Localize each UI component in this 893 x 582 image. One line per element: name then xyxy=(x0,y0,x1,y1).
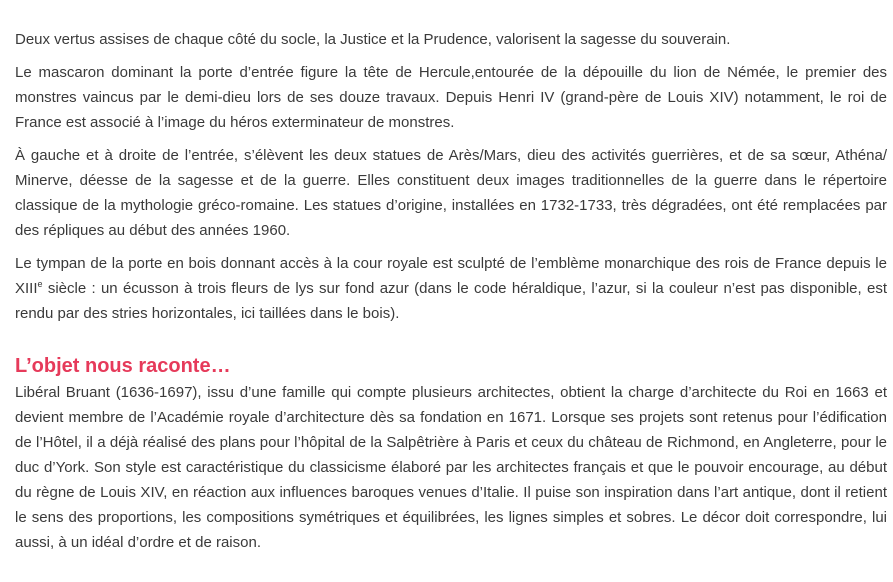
paragraph-mascaron: Le mascaron dominant la porte d’entrée figure la tête de Hercule,entourée de la dépouille du lion de Némée, le premier des monstres vaincus par le demi-dieu lors de ses douze travaux. Depuis Henri IV (grand-père de Louis XIV) notamment, le roi de France est associé à l’image du héros exterminateur de monstres. xyxy=(15,64,887,131)
article-content xyxy=(15,27,887,563)
section-heading: L’objet nous raconte… xyxy=(15,355,231,377)
tympan-superscript: e xyxy=(37,279,43,289)
paragraph-bruant: Libéral Bruant (1636-1697), issu d’une famille qui compte plusieurs architectes, obtient la charge d’architecte du Roi en 1663 et devient membre de l’Académie royale d’architecture dès sa fondation en 1671. Lorsque ses projets sont retenus pour l’édification de l’Hôtel, il a déjà réalisé des plans pour l’hôpital de la Salpêtrière à Paris et ceux du château de Richmond, en Angleterre, pour le duc d’York. Son style est caractéristique du classicisme élaboré par les architectes français et que le pouvoir encourage, au début du règne de Louis XIV, en réaction aux influences baroques venues d’Italie. Il puise son inspiration dans l’art antique, dont il retient le sens des proportions, les compositions symétriques et équilibrées, les lignes simples et sobres. Le décor doit correspondre, lui aussi, à un idéal d’ordre et de raison. xyxy=(15,384,887,551)
paragraph-vertus: Deux vertus assises de chaque côté du socle, la Justice et la Prudence, valorisent la sagesse du souverain. xyxy=(15,31,731,48)
tympan-text-before: Le tympan de la porte en bois donnant accès à la cour royale est sculpté de l’emblème monarchique des rois de France depuis le XIII xyxy=(15,255,887,297)
paragraph-tympan xyxy=(15,251,887,326)
tympan-text-after: siècle : un écusson à trois fleurs de lys sur fond azur (dans le code héraldique, l’azur, si la couleur n’est pas disponible, est rendu par des stries horizontales, ici taillées dans le bois). xyxy=(15,280,887,322)
paragraph-statues: À gauche et à droite de l’entrée, s’élèvent les deux statues de Arès/Mars, dieu des activités guerrières, et de sa sœur, Athéna/ Minerve, déesse de la sagesse et de la guerre. Elles constituent deux images traditionnelles de la guerre dans le répertoire classique de la mythologie gréco-romaine. Les statues d’origine, installées en 1732-1733, très dégradées, ont été remplacées par des répliques au début des années 1960. xyxy=(15,147,887,239)
